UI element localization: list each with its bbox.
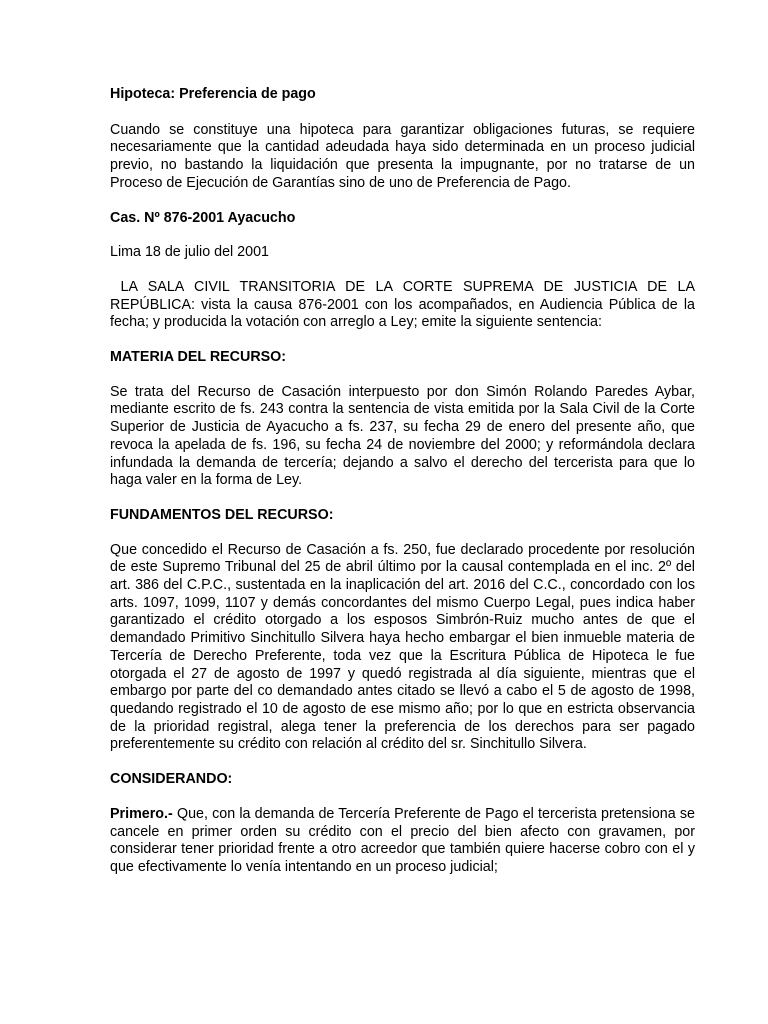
primero-paragraph [110,806,695,877]
case-number: Cas. Nº 876-2001 Ayacucho [110,209,296,226]
document-title: Hipoteca: Preferencia de pago [110,86,316,102]
intro-paragraph: LA SALA CIVIL TRANSITORIA DE LA CORTE SUPREMA DE JUSTICIA DE LA REPÚBLICA: vista la causa 876-2001 con los acompañados, en Audiencia Pública de la fecha; y producida la votación con arreglo a Ley; emite la siguiente sentencia: [110,278,699,331]
considerando-heading: CONSIDERANDO: [110,771,233,788]
materia-heading: MATERIA DEL RECURSO: [110,349,287,366]
date-line: Lima 18 de julio del 2001 [110,244,269,261]
fundamentos-paragraph: Que concedido el Recurso de Casación a fs. 250, fue declarado procedente por resolución de este Supremo Tribunal del 25 de abril último por la causal contemplada en el inc. 2º del art. 386 del C.P.C., sustentada en la inaplicación del art. 2016 del C.C., concordado con los arts. 1097, 1099, 1107 y demás concordantes del mismo Cuerpo Legal, pues indica haber garantizado el crédito otorgado a los esposos Simbrón-Ruiz mucho antes de que el demandado Primitivo Sinchitullo Silvera haya hecho embargar el bien inmueble materia de Tercería de Derecho Preferente, toda vez que la Escritura Pública de Hipoteca le fue otorgada el 27 de agosto de 1997 y quedó registrada al día siguiente, mientras que el embargo por parte del co demandado antes citado se llevó a cabo el 5 de agosto de 1998, quedando registrado el 10 de agosto de ese mismo año; por lo que en estricta observancia de la prioridad registral, alega tener la preferencia de los derechos para ser pagado preferentemente su crédito con relación al crédito del sr. Sinchitullo Silvera. [110,541,695,753]
primero-label: Primero.- [110,805,173,822]
summary-paragraph: Cuando se constituye una hipoteca para garantizar obligaciones futuras, se requiere necesariamente que la cantidad adeudada haya sido determinada en un proceso judicial previo, no bastando la liquidación que presenta la impugnante, por no tratarse de un Proceso de Ejecución de Garantías sino de uno de Preferencia de Pago. [110,121,695,191]
materia-paragraph: Se trata del Recurso de Casación interpuesto por don Simón Rolando Paredes Aybar, mediante escrito de fs. 243 contra la sentencia de vista emitida por la Sala Civil de la Corte Superior de Justicia de Ayacucho a fs. 237, su fecha 29 de enero del presente año, que revoca la apelada de fs. 196, su fecha 24 de noviembre del 2000; y reformándola declara infundada la demanda de tercería; dejando a salvo el derecho del tercerista para que lo haga valer en la forma de Ley. [110,383,695,489]
fundamentos-heading: FUNDAMENTOS DEL RECURSO: [110,506,334,523]
document-page [110,86,699,894]
primero-text: Que, con la demanda de Tercería Preferente de Pago el tercerista pretensiona se cancele en primer orden su crédito con el precio del bien afecto con gravamen, por considerar tener prioridad frente a otro acreedor que también quiere hacerse cobro con el y que efectivamente lo venía intentando en un proceso judicial; [110,805,695,875]
